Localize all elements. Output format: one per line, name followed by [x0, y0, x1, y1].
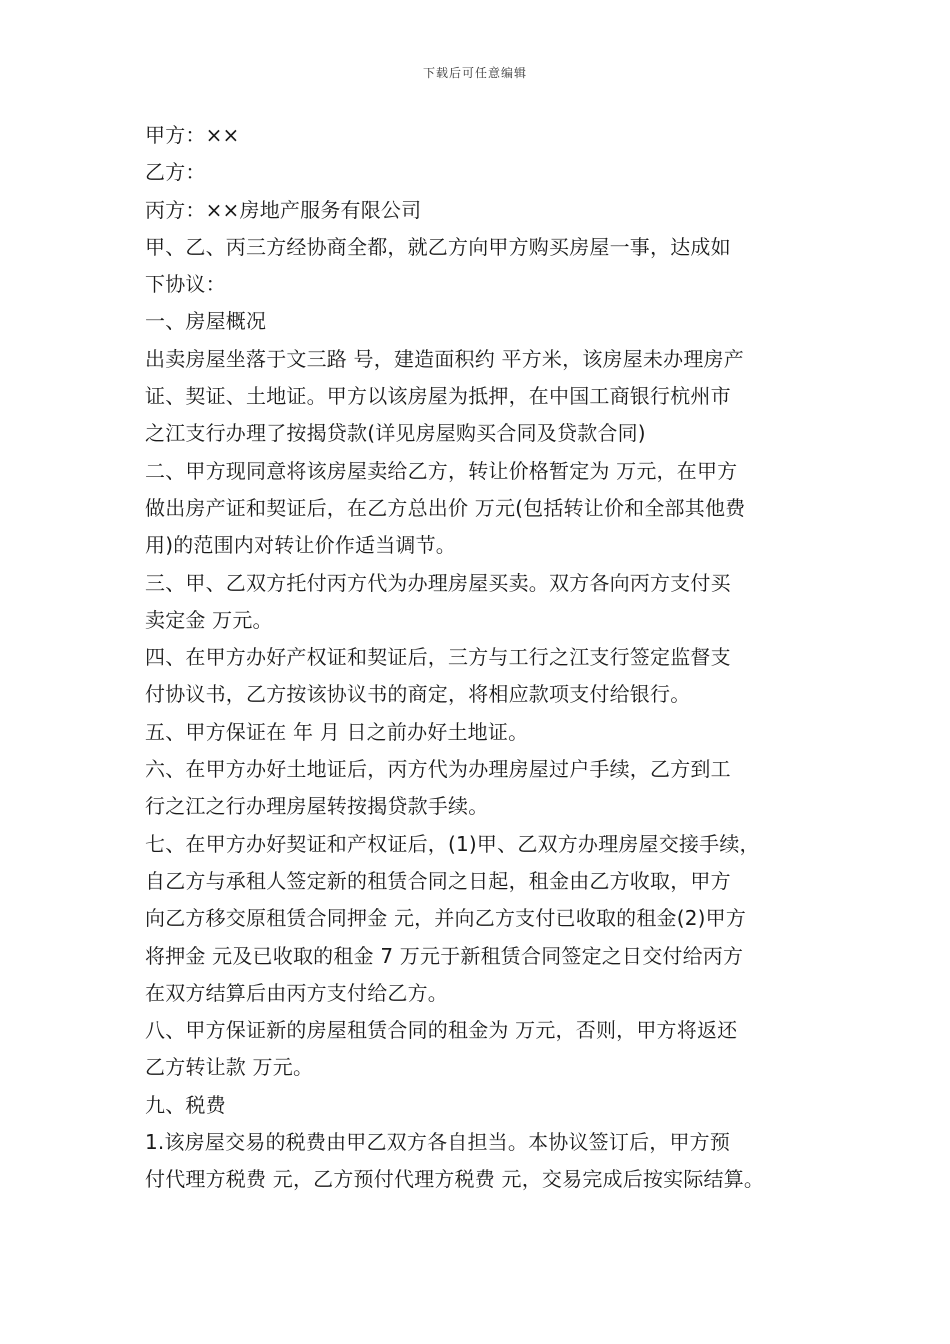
clause-7-line: 七、在甲方办好契证和产权证后，(1)甲、乙双方办理房屋交接手续，	[145, 831, 760, 856]
party-b-line: 乙方：	[145, 160, 206, 185]
section-heading-1: 一、房屋概况	[145, 309, 267, 334]
tax-clause-line: 1.该房屋交易的税费由甲乙双方各自担当。本协议签订后，甲方预	[145, 1130, 731, 1155]
clause-7-line: 向乙方移交原租赁合同押金 元，并向乙方支付已收取的租金(2)甲方	[145, 906, 747, 931]
clause-6-line: 六、在甲方办好土地证后，丙方代为办理房屋过户手续，乙方到工	[145, 757, 731, 782]
document-body	[145, 117, 817, 1199]
clause-2-line: 用)的范围内对转让价作适当调节。	[145, 533, 457, 558]
clause-8-line: 八、甲方保证新的房屋租赁合同的租金为 万元，否则，甲方将返还	[145, 1018, 738, 1043]
paragraph-line: 证、契证、土地证。甲方以该房屋为抵押，在中国工商银行杭州市	[145, 384, 731, 409]
clause-3-line: 三、甲、乙双方托付丙方代为办理房屋买卖。双方各向丙方支付买	[145, 570, 731, 595]
clause-7-line: 将押金 元及已收取的租金 7 万元于新租赁合同签定之日交付给丙方	[145, 943, 744, 968]
clause-2-line: 做出房产证和契证后，在乙方总出价 万元(包括转让价和全部其他费	[145, 495, 746, 520]
clause-4-line: 四、在甲方办好产权证和契证后，三方与工行之江支行签定监督支	[145, 645, 731, 670]
clause-3-line: 卖定金 万元。	[145, 607, 273, 632]
party-c-line: 丙方：××房地产服务有限公司	[145, 197, 422, 222]
clause-7-line: 在双方结算后由丙方支付给乙方。	[145, 980, 448, 1005]
clause-6-line: 行之江之行办理房屋转按揭贷款手续。	[145, 794, 489, 819]
preamble-line: 甲、乙、丙三方经协商全都，就乙方向甲方购买房屋一事，达成如	[145, 234, 731, 259]
section-heading-9: 九、税费	[145, 1092, 226, 1117]
clause-5-line: 五、甲方保证在 年 月 日之前办好土地证。	[145, 719, 529, 744]
clause-8-line: 乙方转让款 万元。	[145, 1055, 314, 1080]
header-note: 下载后可任意编辑	[422, 66, 527, 80]
paragraph-line: 之江支行办理了按揭贷款(详见房屋购买合同及贷款合同)	[145, 421, 646, 446]
preamble-line: 下协议：	[145, 272, 226, 297]
paragraph-line: 出卖房屋坐落于文三路 号，建造面积约 平方米，该房屋未办理房产	[145, 346, 744, 371]
clause-7-line: 自乙方与承租人签定新的租赁合同之日起，租金由乙方收取，甲方	[145, 868, 731, 893]
clause-4-line: 付协议书，乙方按该协议书的商定，将相应款项支付给银行。	[145, 682, 691, 707]
tax-clause-line: 付代理方税费 元，乙方预付代理方税费 元，交易完成后按实际结算。	[145, 1167, 765, 1192]
clause-2-line: 二、甲方现同意将该房屋卖给乙方，转让价格暂定为 万元，在甲方	[145, 458, 738, 483]
party-a-line: 甲方：××	[145, 123, 240, 147]
